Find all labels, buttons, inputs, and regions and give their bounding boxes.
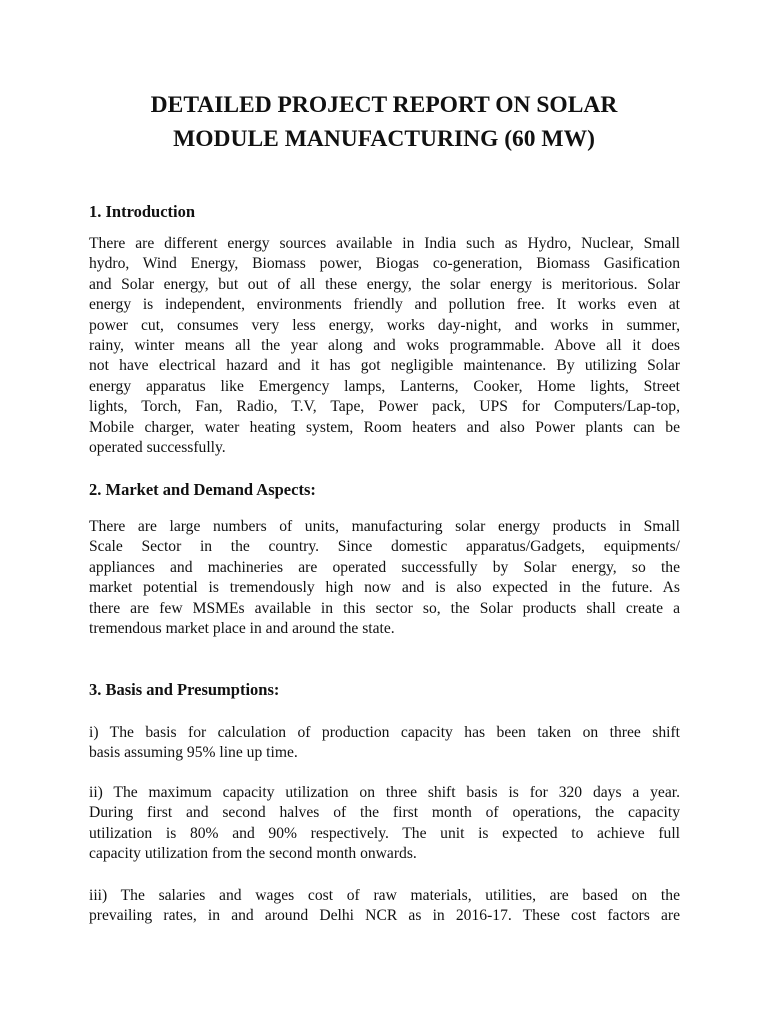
text-line: hydro, Wind Energy, Biomass power, Biogas co-generation, Biomass Gasification [89, 255, 680, 273]
text-line: rainy, winter means all the year along and woks programmable. Above all it does [89, 337, 680, 355]
text-line: operated successfully. [89, 439, 226, 457]
text-line: i) The basis for calculation of production capacity has been taken on three shift [89, 724, 680, 741]
introduction-paragraph [89, 234, 680, 458]
text-line: utilization is 80% and 90% respectively. The unit is expected to achieve full [89, 824, 680, 842]
text-line: there are few MSMEs available in this sector so, the Solar products shall create a [89, 599, 680, 617]
document-title [90, 88, 678, 156]
section-heading-market-demand: 2. Market and Demand Aspects: [89, 480, 316, 499]
text-line: There are different energy sources available in India such as Hydro, Nuclear, Small [89, 235, 680, 252]
text-line: ii) The maximum capacity utilization on three shift basis is for 320 days a year. [89, 784, 680, 801]
text-line: basis assuming 95% line up time. [89, 744, 298, 762]
basis-paragraph-iii [89, 886, 680, 927]
basis-paragraph-ii [89, 783, 680, 865]
text-line: iii) The salaries and wages cost of raw materials, utilities, are based on the [89, 887, 680, 904]
text-line: During first and second halves of the first month of operations, the capacity [89, 804, 680, 822]
text-line: and Solar energy, but out of all these energy, the solar energy is meritorious. Solar [89, 275, 680, 293]
title-line: DETAILED PROJECT REPORT ON SOLAR [150, 92, 618, 118]
text-line: tremendous market place in and around the state. [89, 620, 395, 638]
section-heading-basis-presumptions: 3. Basis and Presumptions: [89, 680, 280, 699]
text-line: not have electrical hazard and it has got negligible maintenance. By utilizing Solar [89, 357, 680, 375]
text-line: power cut, consumes very less energy, works day-night, and works in summer, [89, 316, 680, 334]
text-line: capacity utilization from the second month onwards. [89, 845, 417, 863]
text-line: appliances and machineries are operated successfully by Solar energy, so the [89, 558, 680, 576]
text-line: energy apparatus like Emergency lamps, Lanterns, Cooker, Home lights, Street [89, 377, 680, 395]
section-heading-introduction: 1. Introduction [89, 202, 196, 221]
market-demand-paragraph [89, 517, 680, 639]
basis-paragraph-i [89, 723, 680, 764]
text-line: energy is independent, environments friendly and pollution free. It works even at [89, 296, 680, 314]
title-line: MODULE MANUFACTURING (60 MW) [173, 126, 595, 152]
text-line: lights, Torch, Fan, Radio, T.V, Tape, Power pack, UPS for Computers/Lap-top, [89, 398, 680, 416]
text-line: market potential is tremendously high now and is also expected in the future. As [89, 579, 680, 597]
text-line: There are large numbers of units, manufacturing solar energy products in Small [89, 518, 680, 535]
text-line: Scale Sector in the country. Since domestic apparatus/Gadgets, equipments/ [89, 538, 680, 556]
text-line: Mobile charger, water heating system, Room heaters and also Power plants can be [89, 418, 680, 436]
text-line: prevailing rates, in and around Delhi NCR as in 2016-17. These cost factors are [89, 907, 680, 925]
